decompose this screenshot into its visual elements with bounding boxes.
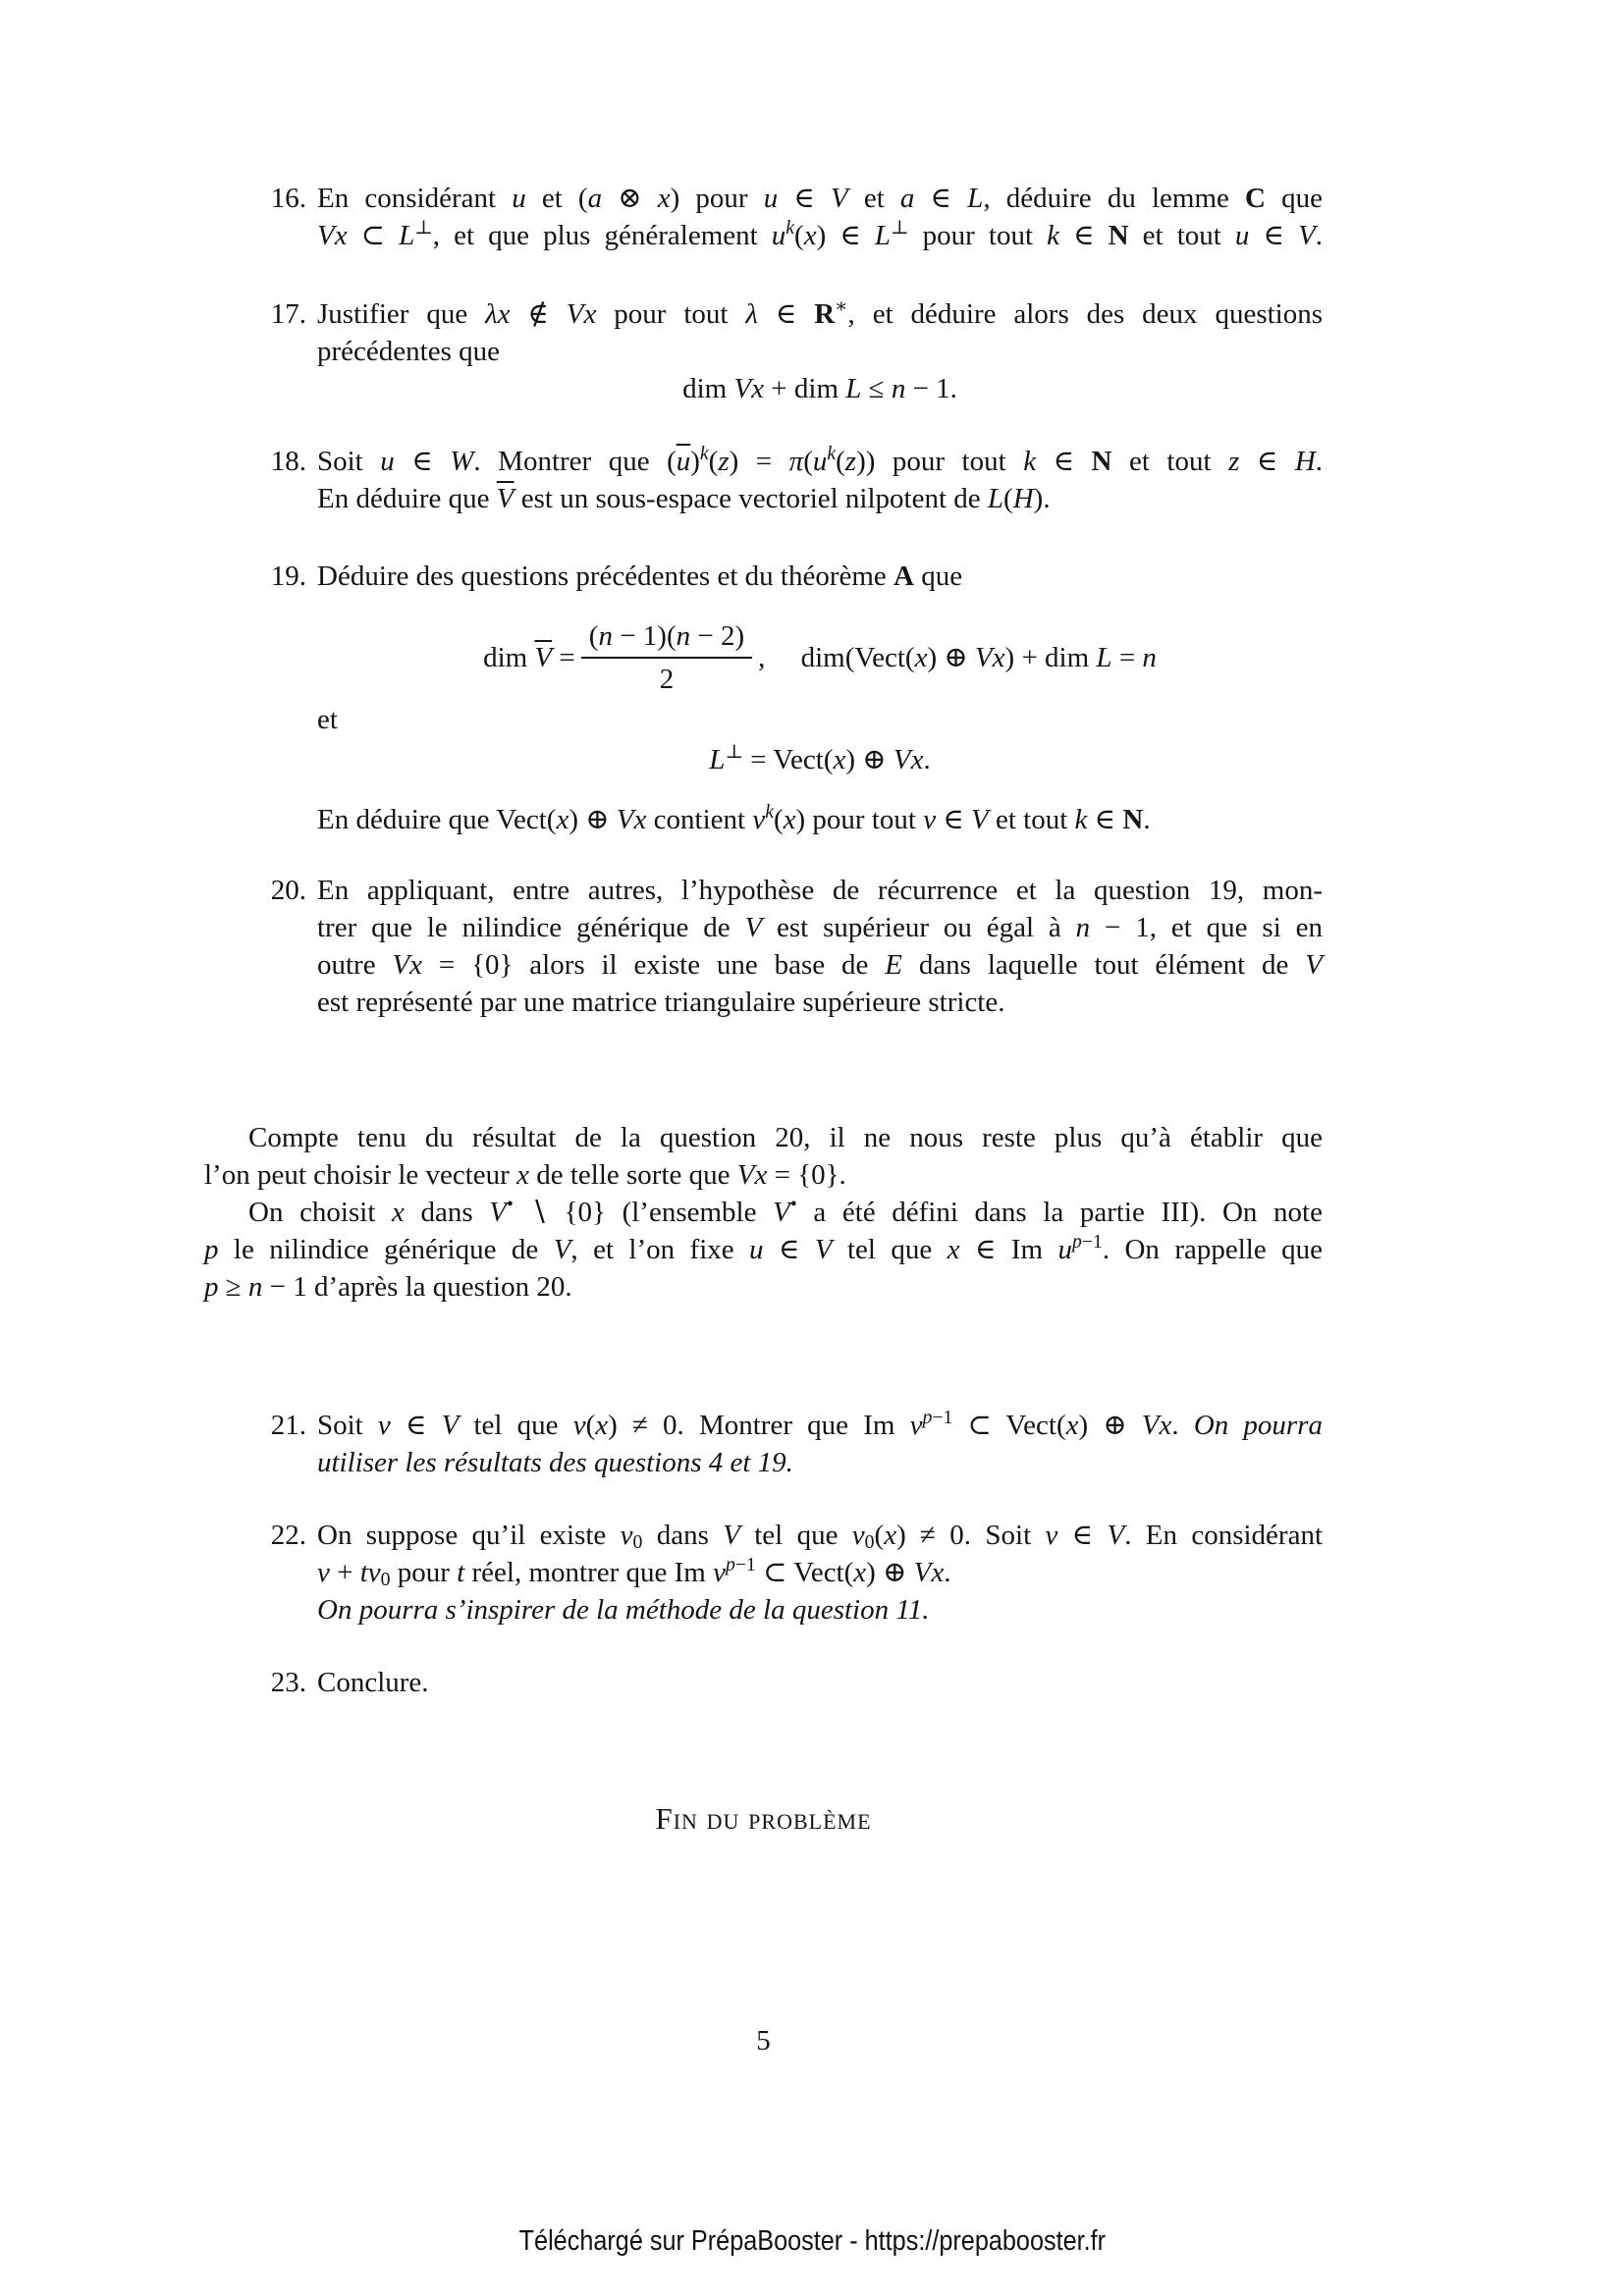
page-content <box>204 180 1323 2059</box>
question-17-line-1: Justifier que λx ∉ Vx pour tout λ ∈ R∗, et déduire alors des deux questions <box>317 295 1324 330</box>
question-20 <box>270 872 1324 1021</box>
question-17-number: 17. <box>270 298 306 330</box>
download-stamp <box>0 2222 1624 2260</box>
question-18 <box>270 443 1324 517</box>
question-16-number: 16. <box>270 183 306 214</box>
page-number: 5 <box>756 2025 771 2056</box>
question-23 <box>270 1664 1323 1701</box>
intermediate-paragraph-1 <box>204 1119 1323 1194</box>
question-16-line-2: Vx ⊂ L⊥, et que plus généralement $u^k(x)$ ∈ L⊥ pour tout k ∈ N et tout u ∈ V. <box>317 217 1324 251</box>
end-of-problem-label: Fin du problème <box>655 1801 872 1836</box>
question-20-number: 20. <box>270 875 306 906</box>
fraction <box>581 618 752 697</box>
question-22-line-1: On suppose qu’il existe $v_0$ dans V tel que $v_0(x) \ne 0$. Soit v ∈ V. En considérant <box>317 1520 1324 1553</box>
equation-rhs: , dim(Vect(x) ⊕ Vx) + dim L = n <box>758 642 1157 673</box>
question-22-line-2: $v + tv_0$ pour t réel, montrer que Im $v^{p-1}$ ⊂ Vect(x) ⊕ Vx. <box>317 1554 951 1590</box>
paragraph-2-line-3: p ≥ n − 1 d’après la question 20. <box>204 1271 572 1303</box>
question-21-line-2: utiliser les résultats des questions 4 et 19. <box>317 1447 793 1478</box>
question-20-line-1: En appliquant, entre autres, l’hypothèse de récurrence et la question 19, mon- <box>317 875 1323 906</box>
fraction-numerator: (n − 1)(n − 2) <box>581 618 752 659</box>
question-18-number: 18. <box>270 446 306 477</box>
question-16-line-1: En considérant u et (a ⊗ x) pour u ∈ V et a ∈ L, déduire du lemme C que <box>317 183 1324 214</box>
question-18-line-2: En déduire que $\overline{V}$ est un sous-espace vectoriel nilpotent de L(H). <box>317 483 1051 514</box>
question-19-number: 19. <box>270 561 306 592</box>
paragraph-1-line-2: l’on peut choisir le vecteur x de telle sorte que Vx = {0}. <box>204 1159 846 1191</box>
question-22-line-3: On pourra s’inspirer de la méthode de la question 11. <box>317 1594 930 1626</box>
equation-l-perp: L⊥ = Vect(x) ⊕ Vx. <box>709 741 931 775</box>
question-21 <box>270 1407 1323 1481</box>
paragraph-2-line-2: p le nilindice générique de V, et l’on fixe u ∈ V tel que x ∈ Im $u^{p-1}$. On rappelle que <box>204 1231 1324 1265</box>
question-17-line-2: précédentes que <box>317 336 500 367</box>
intermediate-paragraph-2 <box>204 1194 1323 1306</box>
fraction-denominator: 2 <box>659 664 675 695</box>
equation-dim-fraction <box>317 618 1323 697</box>
question-20-line-4: est représenté par une matrice triangulaire supérieure stricte. <box>317 987 1005 1018</box>
equation-lhs: dim $\overline{V}$ = <box>483 642 575 673</box>
question-22-number: 22. <box>270 1520 306 1551</box>
paragraph-1-line-1: Compte tenu du résultat de la question 20, il ne nous reste plus qu’à établir que <box>248 1122 1323 1153</box>
question-16 <box>270 180 1324 254</box>
question-21-number: 21. <box>270 1410 306 1441</box>
question-17 <box>270 295 1324 370</box>
question-22 <box>270 1517 1324 1629</box>
download-stamp-text: Téléchargé sur PrépaBooster - https://prepabooster.fr <box>518 2225 1106 2257</box>
question-18-line-1: Soit u ∈ W. Montrer que $(\overline{u})^k(z) = \pi(u^k(z))$ pour tout k ∈ N et tout z ∈ H. <box>317 443 1324 477</box>
question-20-line-2: trer que le nilindice générique de V est supérieur ou égal à n − 1, et que si en <box>317 912 1324 943</box>
question-23-number: 23. <box>270 1667 306 1698</box>
question-20-line-3: outre Vx = {0} alors il existe une base de E dans laquelle tout élément de V <box>317 949 1323 981</box>
question-19-conclusion: En déduire que Vect(x) ⊕ Vx contient $v^k(x)$ pour tout v ∈ V et tout k ∈ N. <box>317 801 1151 835</box>
equation-dim-inequality: dim Vx + dim L ≤ n − 1. <box>682 373 957 404</box>
question-19 <box>270 558 1323 595</box>
question-19-line-1: Déduire des questions précédentes et du théorème A que <box>317 561 963 592</box>
question-23-line-1: Conclure. <box>317 1667 429 1698</box>
connector-et: et <box>317 704 338 735</box>
question-21-line-1: Soit v ∈ V tel que v(x) ≠ 0. Montrer que Im $v^{p-1}$ ⊂ Vect(x) ⊕ Vx. On pourra <box>317 1407 1323 1441</box>
paragraph-2-line-1: On choisit x dans V• ∖ {0} (l’ensemble V• a été défini dans la partie III). On note <box>248 1194 1323 1228</box>
